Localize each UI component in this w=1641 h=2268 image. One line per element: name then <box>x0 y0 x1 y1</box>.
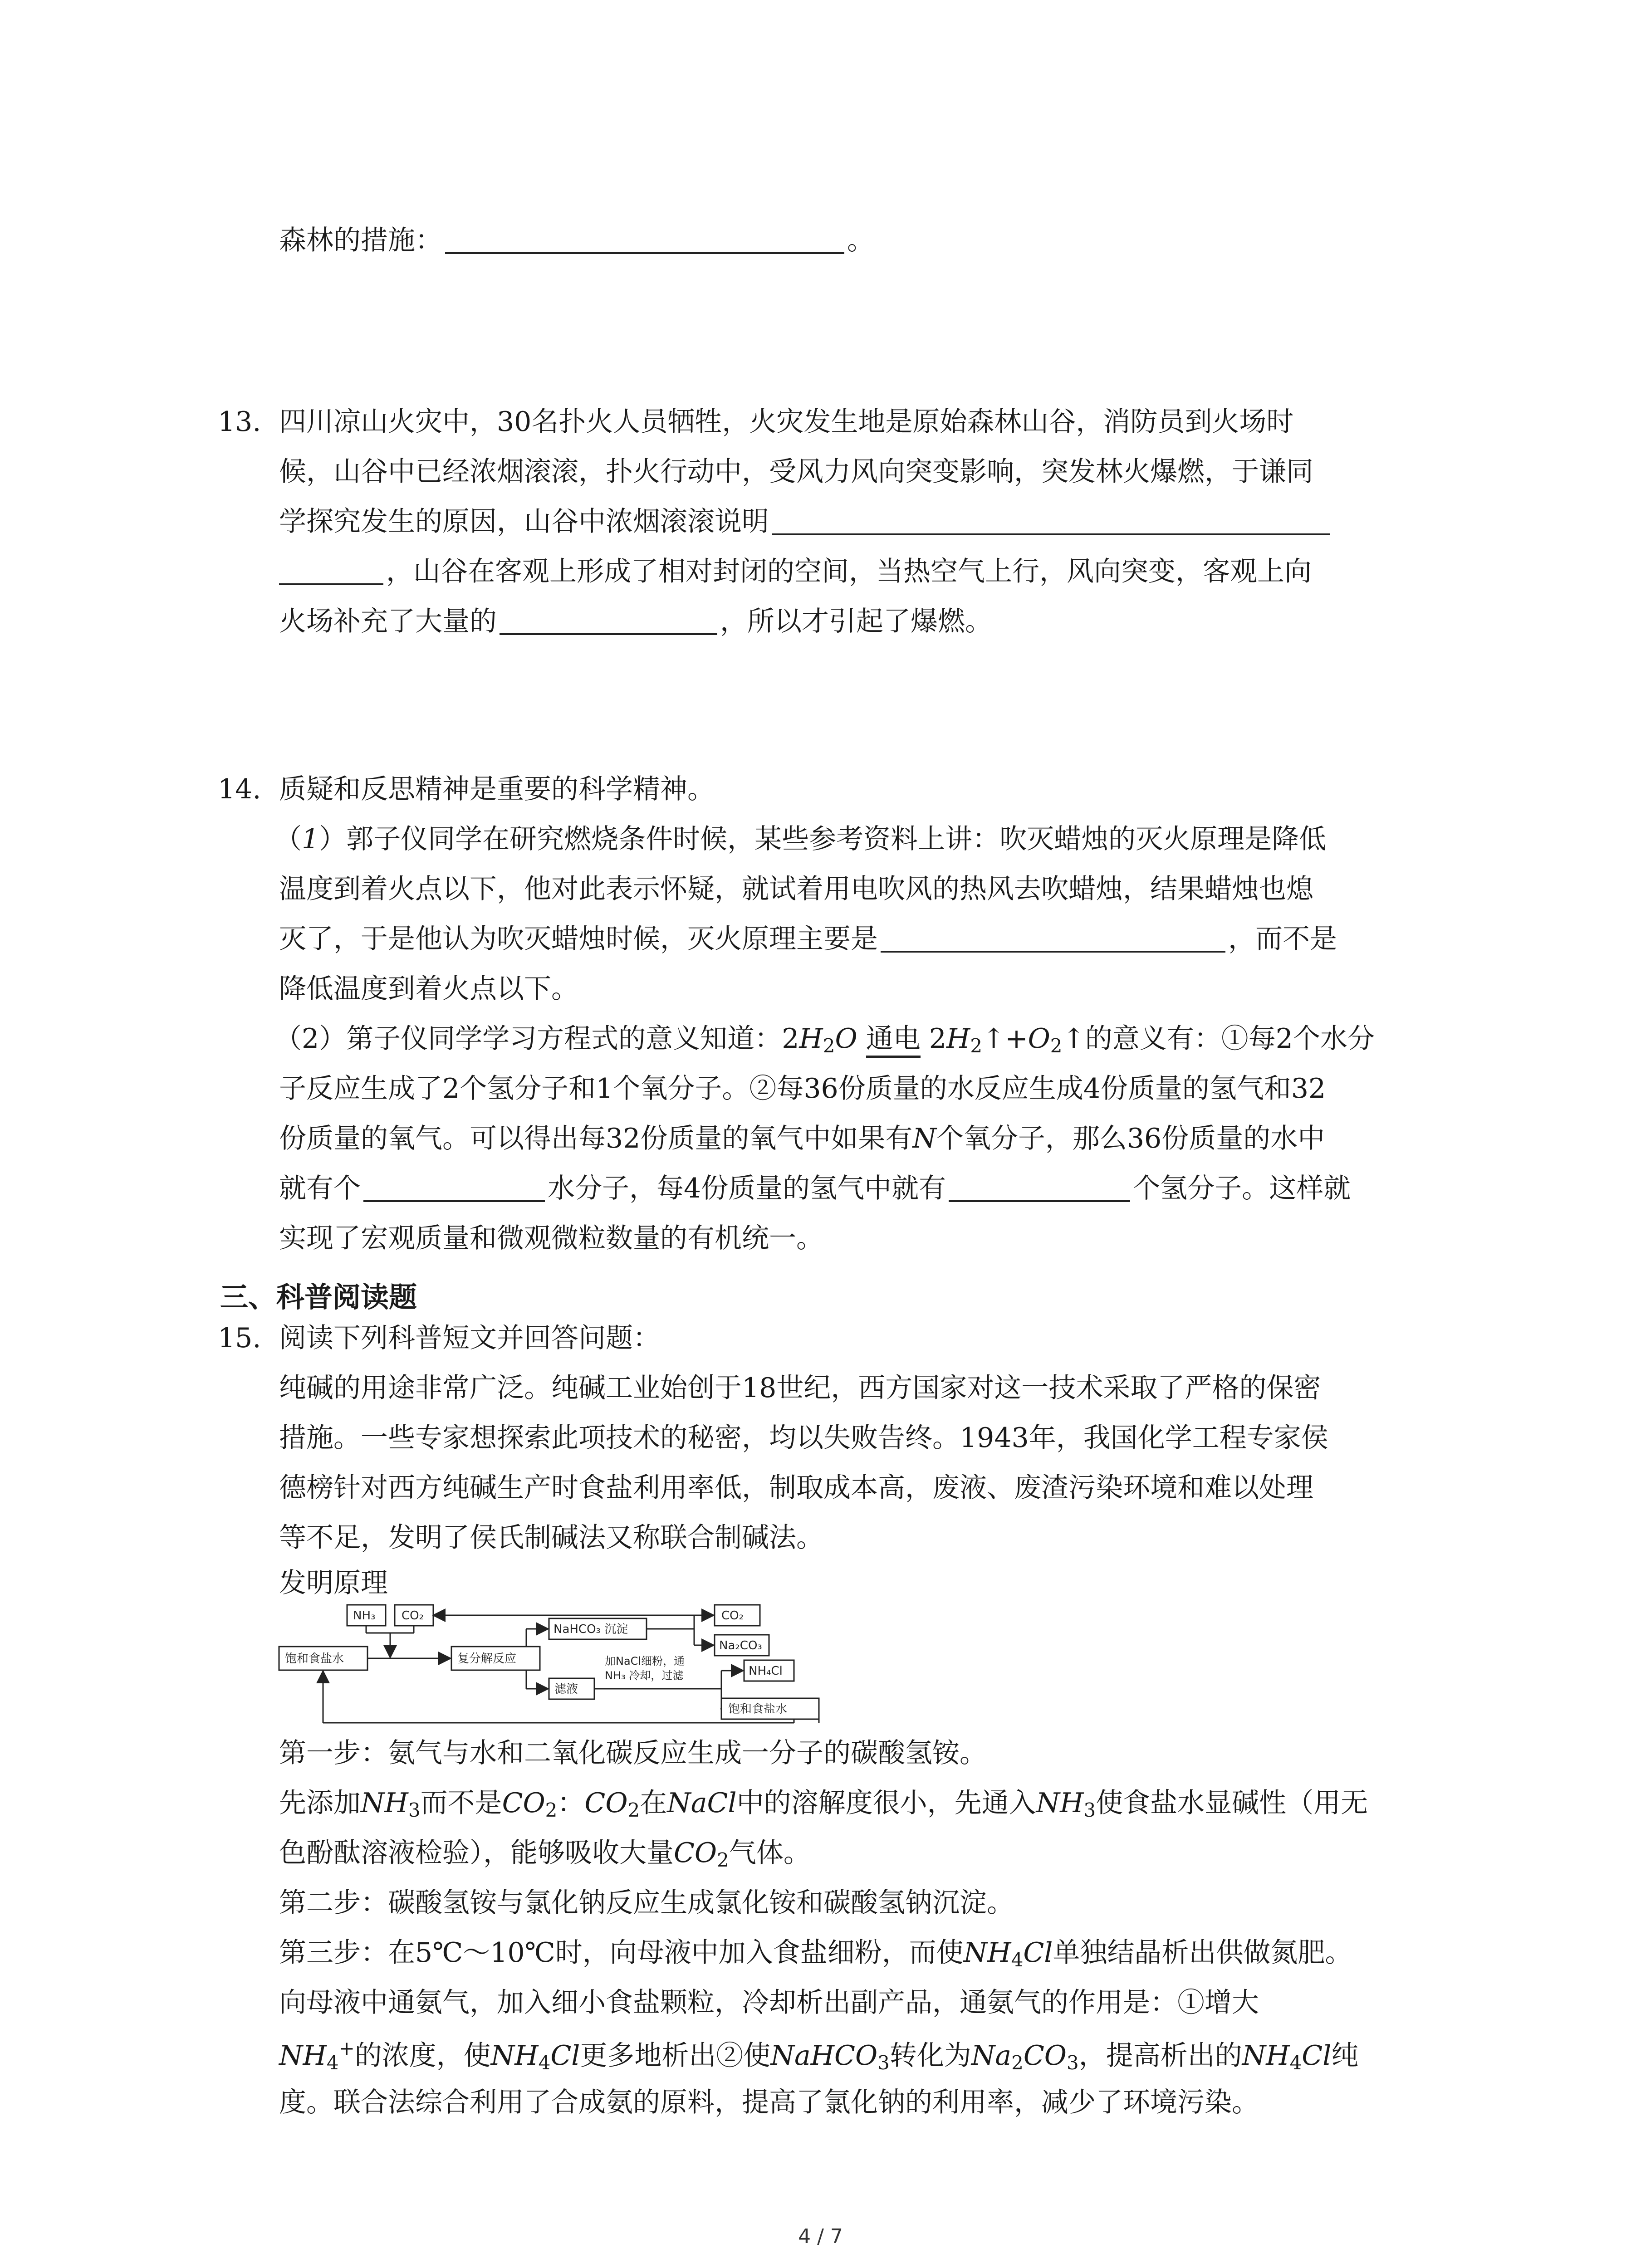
q14-part2-line-3 <box>279 1125 1325 1152</box>
text: 灭了，于是他认为吹灭蜡烛时候，灭火原理主要是 <box>279 923 878 955</box>
q15-step-3-detail-3: 度。联合法综合利用了合成氨的原料，提高了氯化钠的利用率，减少了环境污染。 <box>279 2087 1259 2118</box>
co2-label: CO₂ <box>402 1609 424 1623</box>
nh4cl-label: NH₄Cl <box>749 1664 783 1678</box>
note-line-2: NH₃ 冷却，过滤 <box>605 1669 684 1682</box>
nahco3-label: NaHCO₃ 沉淀 <box>554 1623 628 1636</box>
q13-line-4 <box>279 558 1312 585</box>
q14-part1-line-4: 降低温度到着火点以下。 <box>279 973 578 1005</box>
answer-blank[interactable] <box>363 1175 545 1202</box>
part-number: 1 <box>302 823 319 855</box>
answer-blank[interactable] <box>279 558 383 585</box>
q15-step-1-detail: 先添加$NH_3$而不是$CO_2$：$CO_2$在NaCl中的溶解度很小，先通入$NH_3$使食盐水显碱性（用无 <box>279 1787 1368 1821</box>
text: 个氢分子。这样就 <box>1133 1173 1351 1204</box>
q15-line-1: 阅读下列科普短文并回答问题： <box>279 1322 660 1354</box>
paren: （ <box>274 823 302 855</box>
q14-part2-line-1 <box>274 1025 1375 1056</box>
q13-line-3 <box>279 506 1332 538</box>
section-heading: 三、科普阅读题 <box>220 1281 417 1314</box>
answer-blank[interactable] <box>772 508 1330 535</box>
q14-part2-line-2: 子反应生成了2个氢分子和1个氧分子。②每36份质量的水反应生成4份质量的氢气和32 <box>279 1073 1326 1105</box>
co2-out-label: CO₂ <box>721 1609 744 1623</box>
diagram-caption: 发明原理 <box>279 1567 388 1599</box>
filtrate-label: 滤液 <box>554 1682 578 1696</box>
q14-part2-line-4 <box>279 1175 1351 1202</box>
q13-line-1: 四川凉山火灾中，30名扑火人员牺牲，火灾发生地是原始森林山谷，消防员到火场时 <box>279 406 1294 438</box>
answer-blank[interactable] <box>881 925 1225 953</box>
q15-step-2: 第二步：碳酸氢铵与氯化钠反应生成氯化铵和碳酸氢钠沉淀。 <box>279 1887 1014 1919</box>
brine2-label: 饱和食盐水 <box>728 1702 788 1716</box>
q13-line-3-text: 学探究发生的原因，山谷中浓烟滚滚说明 <box>279 506 769 538</box>
q15-step-3-detail: 向母液中通氨气，加入细小食盐颗粒，冷却析出副产品，通氨气的作用是：①增大 <box>279 1987 1259 2019</box>
text: 份质量的氧气。可以得出每32份质量的氧气中如果有 <box>279 1123 913 1154</box>
reaction-label: 复分解反应 <box>457 1652 517 1666</box>
q13-line-5 <box>279 608 992 635</box>
text: 水分子，每4份质量的氢气中就有 <box>548 1173 946 1204</box>
prev-question-tail <box>279 227 874 254</box>
q14-part1-line-2: 温度到着火点以下，他对此表示怀疑，就试着用电吹风的热风去吹蜡烛，结果蜡烛也熄 <box>279 873 1313 905</box>
answer-blank[interactable] <box>500 608 717 635</box>
text: 就有个 <box>279 1173 361 1204</box>
text: 的意义有：①每2个水分 <box>1085 1023 1375 1055</box>
q13-line-2: 候，山谷中已经浓烟滚滚，扑火行动中，受风力风向突变影响，突发林火爆燃，于谦同 <box>279 456 1313 488</box>
q15-line-4: 德榜针对西方纯碱生产时食盐利用率低，制取成本高，废液、废渣污染环境和难以处理 <box>279 1472 1313 1504</box>
na2co3-label: Na₂CO₃ <box>719 1639 762 1652</box>
q13-line-5-text: 火场补充了大量的 <box>279 606 497 637</box>
q13-line-4-text: ，山谷在客观上形成了相对封闭的空间，当热空气上行，风向突变，客观上向 <box>386 556 1312 587</box>
answer-blank[interactable] <box>949 1175 1130 1202</box>
q15-step-3-detail-2: $NH_4^+$的浓度，使$NH_4Cl$更多地析出②使NaHCO$_3$转化为$Na_2CO_3$，提高析出的$NH_4Cl$纯 <box>279 2037 1359 2074</box>
q15-step-1-detail-2: 色酚酞溶液检验），能够吸收大量$CO_2$气体。 <box>279 1837 811 1871</box>
text: ，而不是 <box>1228 923 1337 955</box>
q13-line-5-end: ，所以才引起了爆燃。 <box>720 606 992 637</box>
q14-part1-line-3 <box>279 925 1337 953</box>
q15-step-3: 第三步：在5℃～10℃时，向母液中加入食盐细粉，而使$NH_4Cl$单独结晶析出供做氮肥。 <box>279 1937 1352 1971</box>
prev-tail-text: 森林的措施： <box>279 225 442 256</box>
text: 个氧分子，那么36份质量的水中 <box>936 1123 1325 1154</box>
text: （2）第子仪同学学习方程式的意义知道： <box>274 1023 782 1055</box>
text: ）郭子仪同学在研究燃烧条件时候，某些参考资料上讲：吹灭蜡烛的灭火原理是降低 <box>319 823 1327 855</box>
note-line-1: 加NaCl细粉，通 <box>605 1655 685 1667</box>
variable: N <box>912 1123 936 1154</box>
q14-part1-line-1 <box>274 823 1327 855</box>
process-flow-diagram <box>272 1601 835 1724</box>
reaction-condition: 通电 <box>866 1023 921 1058</box>
q15-line-3: 措施。一些专家想探索此项技术的秘密，均以失败告终。1943年，我国化学工程专家侯 <box>279 1422 1328 1454</box>
nh3-label: NH₃ <box>353 1609 376 1623</box>
question-number: 14. <box>218 773 261 805</box>
q15-line-5: 等不足，发明了侯氏制碱法又称联合制碱法。 <box>279 1522 823 1554</box>
q14-line-1: 质疑和反思精神是重要的科学精神。 <box>279 773 715 805</box>
question-number: 13. <box>218 406 261 438</box>
answer-blank[interactable] <box>445 227 844 254</box>
q15-line-2: 纯碱的用途非常广泛。纯碱工业始创于18世纪，西方国家对这一技术采取了严格的保密 <box>279 1372 1321 1404</box>
q14-part2-line-5: 实现了宏观质量和微观微粒数量的有机统一。 <box>279 1222 823 1254</box>
brine-label: 饱和食盐水 <box>285 1652 344 1666</box>
question-number: 15. <box>218 1322 261 1354</box>
page-number: 4 / 7 <box>798 2225 843 2248</box>
prev-tail-end: 。 <box>847 225 874 256</box>
q15-step-1: 第一步：氨气与水和二氧化碳反应生成一分子的碳酸氢铵。 <box>279 1737 987 1769</box>
chemical-equation: $2H_2O$ 通电 $2H_2↑+O_2↑$ <box>782 1023 1085 1057</box>
